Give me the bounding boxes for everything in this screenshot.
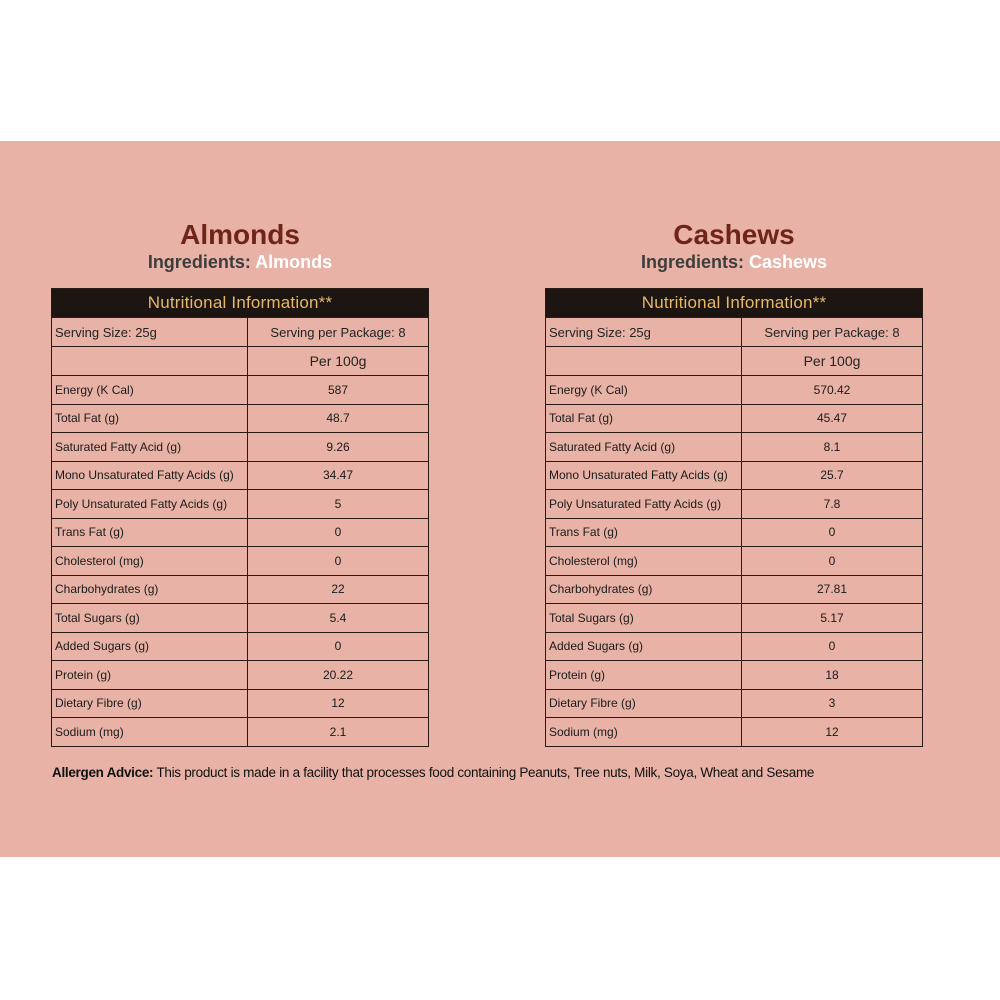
table-row <box>546 404 923 433</box>
nutrient-value: 0 <box>742 518 923 547</box>
nutrient-label: Protein (g) <box>546 661 742 690</box>
ingredients-label: Ingredients: <box>640 252 744 272</box>
nutrient-value: 7.8 <box>742 490 923 519</box>
table-row <box>52 547 429 576</box>
allergen-advice <box>52 765 992 780</box>
nutrient-value: 570.42 <box>742 376 923 405</box>
nutrient-label: Cholesterol (mg) <box>52 547 248 576</box>
nutrient-label: Trans Fat (g) <box>52 518 248 547</box>
nutrient-label: Dietary Fibre (g) <box>546 689 742 718</box>
nutrient-label: Trans Fat (g) <box>546 518 742 547</box>
nutrient-value: 8.1 <box>742 433 923 462</box>
per-100g-label: Per 100g <box>248 347 429 376</box>
table-row <box>52 718 429 747</box>
table-row <box>52 461 429 490</box>
nutrient-value: 2.1 <box>248 718 429 747</box>
nutrient-value: 587 <box>248 376 429 405</box>
table-row <box>546 518 923 547</box>
nutrient-label: Energy (K Cal) <box>546 376 742 405</box>
table-row <box>52 632 429 661</box>
nutrient-value: 27.81 <box>742 575 923 604</box>
table-row <box>546 689 923 718</box>
nutrient-label: Dietary Fibre (g) <box>52 689 248 718</box>
table-row <box>52 376 429 405</box>
nutrition-table <box>51 288 429 747</box>
table-row <box>52 433 429 462</box>
nutrient-label: Mono Unsaturated Fatty Acids (g) <box>52 461 248 490</box>
nutrient-label: Added Sugars (g) <box>546 632 742 661</box>
table-row <box>52 604 429 633</box>
nutrient-value: 9.26 <box>248 433 429 462</box>
nutrient-label: Saturated Fatty Acid (g) <box>52 433 248 462</box>
nutrient-label: Total Fat (g) <box>52 404 248 433</box>
ingredients-value: Cashews <box>748 252 828 272</box>
serving-per-package: Serving per Package: 8 <box>742 318 923 347</box>
nutrient-value: 34.47 <box>248 461 429 490</box>
empty-cell <box>546 347 742 376</box>
table-row <box>546 461 923 490</box>
ingredients-value: Almonds <box>255 252 333 272</box>
product-title: Almonds <box>180 219 300 250</box>
nutrient-value: 20.22 <box>248 661 429 690</box>
table-row <box>546 376 923 405</box>
nutrient-value: 0 <box>248 547 429 576</box>
ingredients-label: Ingredients: <box>147 252 251 272</box>
nutrient-rows <box>52 376 429 747</box>
serving-size: Serving Size: 25g <box>546 318 742 347</box>
nutrient-value: 0 <box>248 518 429 547</box>
nutrient-label: Cholesterol (mg) <box>546 547 742 576</box>
serving-size: Serving Size: 25g <box>52 318 248 347</box>
nutrient-label: Poly Unsaturated Fatty Acids (g) <box>546 490 742 519</box>
nutrient-label: Charbohydrates (g) <box>546 575 742 604</box>
nutrient-label: Sodium (mg) <box>52 718 248 747</box>
table-row <box>546 632 923 661</box>
nutrient-value: 0 <box>742 547 923 576</box>
ingredients-line <box>51 252 429 273</box>
nutrient-label: Poly Unsaturated Fatty Acids (g) <box>52 490 248 519</box>
nutrient-value: 5.17 <box>742 604 923 633</box>
table-row <box>546 575 923 604</box>
nutrient-value: 3 <box>742 689 923 718</box>
table-row <box>52 490 429 519</box>
nutrient-value: 12 <box>248 689 429 718</box>
nutrient-value: 5.4 <box>248 604 429 633</box>
nutrient-value: 25.7 <box>742 461 923 490</box>
table-title: Nutritional Information** <box>546 289 923 318</box>
allergen-text: This product is made in a facility that processes food containing Peanuts, Tree nuts, Milk, Soya, Wheat and Sesame <box>156 765 815 780</box>
nutrient-label: Protein (g) <box>52 661 248 690</box>
table-row <box>546 490 923 519</box>
nutrient-label: Added Sugars (g) <box>52 632 248 661</box>
nutrient-label: Total Sugars (g) <box>52 604 248 633</box>
empty-cell <box>52 347 248 376</box>
table-row <box>52 575 429 604</box>
ingredients-line <box>545 252 923 273</box>
nutrient-label: Charbohydrates (g) <box>52 575 248 604</box>
nutrient-label: Energy (K Cal) <box>52 376 248 405</box>
product-title: Cashews <box>673 219 795 250</box>
nutrient-rows <box>546 376 923 747</box>
nutrient-label: Total Sugars (g) <box>546 604 742 633</box>
nutrient-label: Total Fat (g) <box>546 404 742 433</box>
nutrient-value: 22 <box>248 575 429 604</box>
nutrient-value: 12 <box>742 718 923 747</box>
table-row <box>52 661 429 690</box>
nutrient-value: 18 <box>742 661 923 690</box>
table-row <box>52 518 429 547</box>
nutrition-table <box>545 288 923 747</box>
nutrient-value: 5 <box>248 490 429 519</box>
nutrient-label: Sodium (mg) <box>546 718 742 747</box>
nutrient-value: 48.7 <box>248 404 429 433</box>
table-row <box>52 689 429 718</box>
table-row <box>52 404 429 433</box>
nutrition-panel <box>0 141 1000 857</box>
per-100g-label: Per 100g <box>742 347 923 376</box>
table-row <box>546 433 923 462</box>
nutrient-value: 0 <box>248 632 429 661</box>
table-title: Nutritional Information** <box>52 289 429 318</box>
table-row <box>546 604 923 633</box>
table-row <box>546 547 923 576</box>
serving-per-package: Serving per Package: 8 <box>248 318 429 347</box>
table-row <box>546 661 923 690</box>
nutrient-label: Saturated Fatty Acid (g) <box>546 433 742 462</box>
table-row <box>546 718 923 747</box>
nutrient-value: 45.47 <box>742 404 923 433</box>
nutrient-label: Mono Unsaturated Fatty Acids (g) <box>546 461 742 490</box>
allergen-label: Allergen Advice: <box>52 765 154 780</box>
nutrient-value: 0 <box>742 632 923 661</box>
